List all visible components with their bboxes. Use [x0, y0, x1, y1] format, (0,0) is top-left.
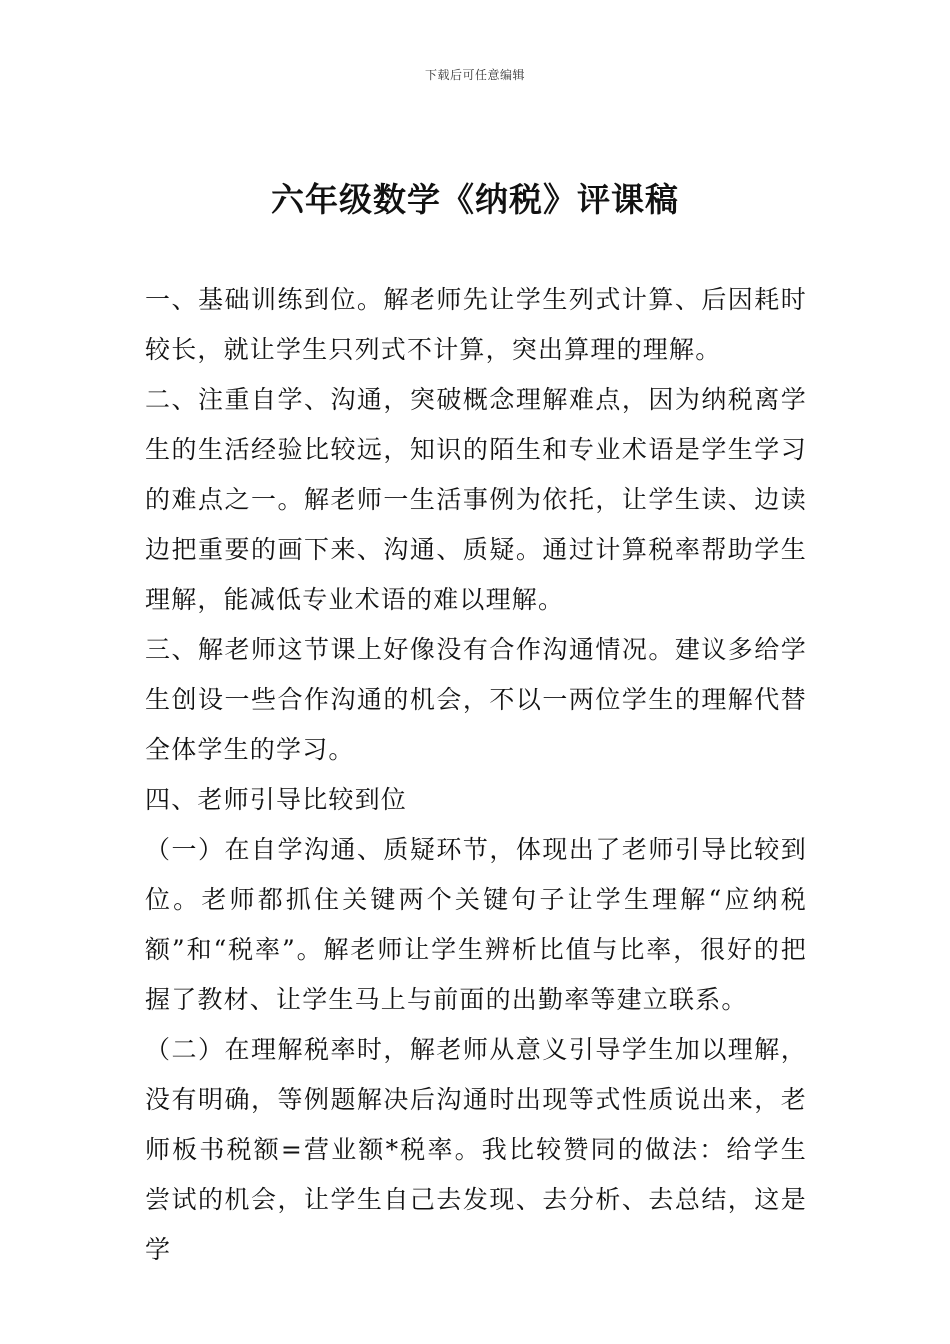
paragraph-3: 三、解老师这节课上好像没有合作沟通情况。建议多给学生创设一些合作沟通的机会，不以一两位学生的理解代替全体学生的学习。	[145, 635, 807, 764]
paragraph-2: 二、注重自学、沟通，突破概念理解难点，因为纳税离学生的生活经验比较远，知识的陌生和专业术语是学生学习的难点之一。解老师一生活事例为依托，让学生读、边读边把重要的画下来、沟通、质疑。通过计算税率帮助学生理解，能减低专业术语的难以理解。	[145, 385, 807, 614]
paragraph-4: 四、老师引导比较到位	[145, 785, 408, 814]
page-header-note: 下载后可任意编辑	[424, 68, 525, 82]
document-body	[145, 275, 807, 1275]
paragraph-1: 一、基础训练到位。解老师先让学生列式计算、后因耗时较长，就让学生只列式不计算，突出算理的理解。	[145, 285, 807, 364]
document-title: 六年级数学《纳税》评课稿	[271, 180, 679, 219]
paragraph-6: （二）在理解税率时，解老师从意义引导学生加以理解，没有明确，等例题解决后沟通时出现等式性质说出来，老师板书税额=营业额*税率。我比较赞同的做法：给学生尝试的机会，让学生自己去发现、去分析、去总结，这是学	[145, 1035, 807, 1264]
paragraph-5: （一）在自学沟通、质疑环节，体现出了老师引导比较到位。老师都抓住关键两个关键句子让学生理解“应纳税额”和“税率”。解老师让学生辨析比值与比率，很好的把握了教材、让学生马上与前面的出勤率等建立联系。	[145, 835, 807, 1014]
